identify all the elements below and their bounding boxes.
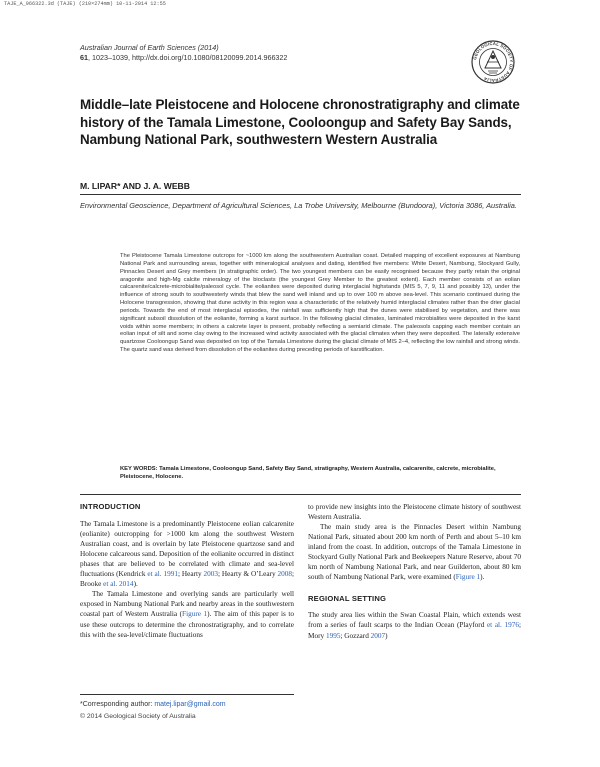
journal-info [80,43,287,63]
journal-doi[interactable]: , 1023–1039, http://dx.doi.org/10.1080/08120099.2014.966322 [88,53,288,62]
keywords: KEY WORDS: Tamala Limestone, Cooloongup Sand, Safety Bay Sand, stratigraphy, Western Australia, calcarenite, calcrete, microbialite, Pleistocene, Holocene. [120,466,496,480]
right-column [308,502,521,641]
regional-paragraph-1: The study area lies within the Swan Coastal Plain, which extends west from a series of fault scarps to the Indian Ocean (Playford et al. 1976; Mory 1995; Gozzard 2007) [308,611,521,640]
society-seal-icon [471,40,515,84]
corresponding-author-note: *Corresponding author: matej.lipar@gmail.com [80,701,226,708]
citation-link[interactable]: 2008 [277,570,292,579]
article-title: Middle–late Pleistocene and Holocene chronostratigraphy and climate history of the Tamala Limestone, Cooloongup and Safety Bay Sands, Nambung National Park, southwestern Western Australia [80,97,520,147]
author-affiliation: Environmental Geoscience, Department of Agricultural Sciences, La Trobe University, Melbourne (Bundoora), Victoria 3086, Australia. [80,201,517,210]
abstract-divider [80,494,521,495]
citation-link[interactable]: et al. 2014 [103,580,134,589]
article-authors: M. LIPAR* AND J. A. WEBB [80,181,190,191]
file-info-header: TAJE_A_966322.3d (TAJE) (210×274mm) 10-11-2014 12:55 [4,1,166,7]
abstract: The Pleistocene Tamala Limestone outcrops for ~1000 km along the southwestern Australian coast. Detailed mapping of excellent exposures at Nambung National Park and surrounding areas, together with mineralogical analyses and dating, identified five members: White Desert, Nambung, Stockyard Gully, Pinnacles Desert and Grey members (in stratigraphic order). The two youngest members can be easily recognised because they partly retain the original aragonite and high-Mg calcite mineralogy of the bioclasts (the youngest Grey Member to the greatest extent). Each member consists of an eolian calcarenite/calcrete-microbialite/paleosol cycle. The eolianites were deposited during interglacial highstands (MIS 5, 7, 9, 11 and possibly 13), under the influence of strong south to southwesterly winds that blew the sand well inland and up to over 100 m above sea-level. This scenario continued during the Holocene transgression, showing that dune activity in this region was a characteristic of the relatively humid interglacial climates rather than the drier glacial periods. Towards the end of most interglacial episodes, the rainfall was sufficiently high that the dunes were stabilised by vegetation, and there was significant subsoil dissolution of the eolianite, forming a karst surface. In the following glacial climates, laminated microbialites were deposited in the karst voids within some members; in others a calcrete layer is present, probably reflecting a semiarid climate. The paleosols capping each member contain an eolian input of silt and some clay owing to the increased wind activity associated with the glacial climates when they were deposited. The laterally extensive quartzose Cooloongup Sand was deposited on top of the Tamala Limestone during the glacial climate of MIS 2–4, reflecting the low rainfall and strong winds. The quartz sand was derived from dissolution of the eolianites during preceding periods of karstification. [120,253,520,354]
section-heading-introduction: INTRODUCTION [80,502,141,511]
seal-label: GEOLOGICAL SOCIETY OF AUSTRALIA [472,40,515,84]
copyright-notice: © 2014 Geological Society of Australia [80,713,196,720]
right-paragraph-2: The main study area is the Pinnacles Desert within Nambung National Park, situated about 200 km north of Perth and about 5–10 km inland from the coast. In addition, outcrops of the Tamala Limestone in Stockyard Gully National Park and Beekeepers Nature Reserve, about 70 km north of Nambung National Park, and near Guilderton, about 80 km south of Nambung National Park, were examined (Figure 1). [308,523,521,582]
intro-paragraph-1: The Tamala Limestone is a predominantly Pleistocene eolian calcarenite (eolianite) outcropping for >1000 km along the southwest Western Australian coast, and is overlain by late Pleistocene quartzose sand and Holocene calcareous sand. Deposition of the eolianite occurred in distinct phases that are believed to be correlated with climate and sea-level fluctuations (Kendrick et al. 1991; Hearty 2003; Hearty & O’Leary 2008; Brooke et al. 2014). [80,520,295,589]
citation-link[interactable]: 2007 [370,631,386,640]
author-email-link[interactable]: matej.lipar@gmail.com [154,701,226,708]
journal-citation [80,53,287,63]
intro-paragraph-2: The Tamala Limestone and overlying sands are particularly well exposed in Nambung National Park and nearby areas in the southwestern coastal part of Western Australia (Figure 1). The aim of this paper is to use these outcrops to determine the chronostratigraphy, and to correlate this with the sea-level/climate fluctuations [80,590,295,639]
citation-link[interactable]: et al. 1976 [486,621,519,630]
figure-link[interactable]: Figure 1 [455,573,481,582]
citation-link[interactable]: 2003 [203,570,218,579]
authors-divider [80,194,521,195]
figure-link[interactable]: Figure 1 [182,610,208,619]
journal-name: Australian Journal of Earth Sciences (2014) [80,43,219,52]
citation-link[interactable]: et al. 1991 [147,570,178,579]
citation-link[interactable]: 1995 [325,631,341,640]
section-heading-regional-setting: REGIONAL SETTING [308,594,387,604]
journal-volume: 61 [80,53,88,62]
footnote-divider [80,694,294,695]
right-paragraph-1: to provide new insights into the Pleistocene climate history of southwest Western Australia. [308,503,521,522]
left-column [80,502,294,640]
